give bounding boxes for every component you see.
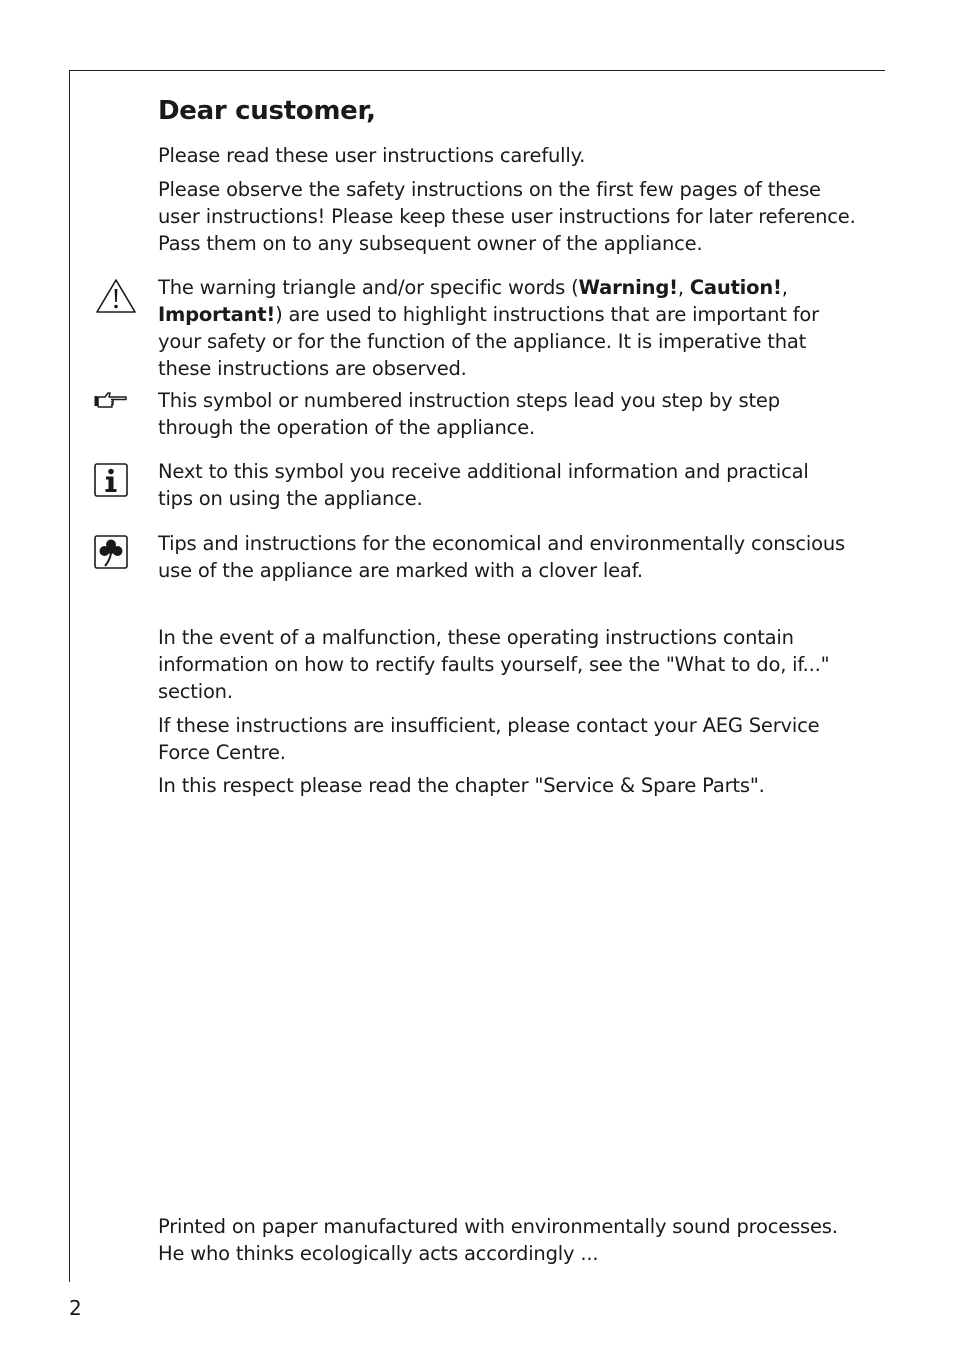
separator: , <box>677 276 690 299</box>
footer-note <box>158 1213 873 1267</box>
eco-line: use of the appliance are marked with a clover leaf. <box>158 559 643 582</box>
malfunction-line: section. <box>158 680 233 703</box>
page-number: 2 <box>69 1296 82 1320</box>
warning-paragraph <box>158 274 873 382</box>
info-line: tips on using the appliance. <box>158 487 423 510</box>
intro-paragraph-2 <box>158 176 873 257</box>
info-paragraph <box>158 458 873 512</box>
intro-paragraph-1: Please read these user instructions carefully. <box>158 144 586 167</box>
contact-line: Force Centre. <box>158 741 286 764</box>
malfunction-line: information on how to rectify faults yourself, see the "What to do, if..." <box>158 653 830 676</box>
warning-line-2 <box>158 301 873 328</box>
warning-line-2-text: ) are used to highlight instructions that are important for <box>275 303 819 326</box>
chapter-reference: In this respect please read the chapter "Service & Spare Parts". <box>158 774 765 797</box>
steps-paragraph <box>158 387 873 441</box>
clover-leaf-icon <box>94 535 128 569</box>
left-rule <box>69 70 70 1282</box>
info-line: Next to this symbol you receive additional information and practical <box>158 460 809 483</box>
pointing-hand-icon <box>93 390 129 412</box>
intro-paragraph-2-line: Please observe the safety instructions on the first few pages of these <box>158 178 821 201</box>
warning-line-1 <box>158 274 873 301</box>
intro-paragraph-2-line: Pass them on to any subsequent owner of the appliance. <box>158 232 703 255</box>
warning-word: Warning! <box>578 276 678 299</box>
separator: , <box>781 276 788 299</box>
contact-paragraph <box>158 712 873 766</box>
steps-line: This symbol or numbered instruction steps lead you step by step <box>158 389 780 412</box>
footer-line: He who thinks ecologically acts accordingly ... <box>158 1242 599 1265</box>
intro-paragraph-2-line: user instructions! Please keep these user instructions for later reference. <box>158 205 856 228</box>
eco-line: Tips and instructions for the economical and environmentally conscious <box>158 532 845 555</box>
malfunction-line: In the event of a malfunction, these operating instructions contain <box>158 626 794 649</box>
contact-line: If these instructions are insufficient, please contact your AEG Service <box>158 714 820 737</box>
warning-line-4: these instructions are observed. <box>158 357 467 380</box>
malfunction-paragraph <box>158 624 873 705</box>
warning-line-3: your safety or for the function of the appliance. It is imperative that <box>158 330 807 353</box>
top-rule <box>69 70 885 71</box>
warning-line-1-text: The warning triangle and/or specific words ( <box>158 276 579 299</box>
footer-line: Printed on paper manufactured with environmentally sound processes. <box>158 1215 838 1238</box>
eco-paragraph <box>158 530 873 584</box>
important-word: Important! <box>158 303 276 326</box>
caution-word: Caution! <box>689 276 782 299</box>
page-title: Dear customer, <box>158 96 376 126</box>
warning-triangle-icon <box>94 277 138 315</box>
info-icon <box>94 463 128 497</box>
steps-line: through the operation of the appliance. <box>158 416 536 439</box>
